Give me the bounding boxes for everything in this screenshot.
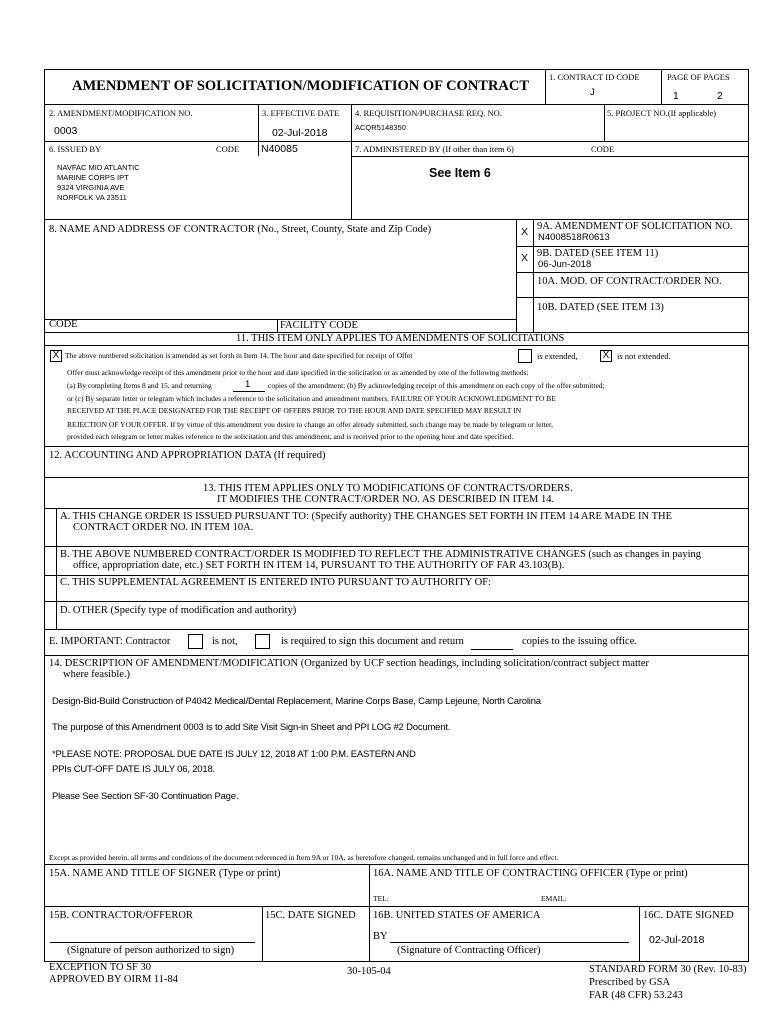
approved-text: APPROVED BY OIRM 11-84 — [49, 974, 179, 985]
item-9a-x: X — [521, 226, 529, 238]
page-number: 1 — [673, 90, 679, 102]
item-13d-text: D. OTHER (Specify type of modification and authority) — [60, 605, 297, 616]
requisition-label: 4. REQUISITION/PURCHASE REQ. NO. — [355, 108, 502, 118]
item-11-text: REJECTION OF YOUR OFFER. If by virtue of this amendment you desire to change an offer already submitted, such change may be made by telegram or letter, — [67, 420, 554, 429]
contract-id-value: J — [590, 87, 595, 98]
item-9a-value: N4008518R0613 — [538, 232, 610, 243]
officer-signature-line[interactable] — [390, 942, 629, 943]
item-11-title: 11. THIS ITEM ONLY APPLIES TO AMENDMENTS OF SOLICITATIONS — [236, 333, 565, 344]
not-extended-checkbox[interactable]: X — [600, 350, 612, 362]
item-13c-text: C. THIS SUPPLEMENTAL AGREEMENT IS ENTERED INTO PURSUANT TO AUTHORITY OF: — [60, 577, 491, 588]
extended-label: is extended, — [537, 351, 578, 361]
item-10b-label: 10B. DATED (SEE ITEM 13) — [537, 302, 664, 313]
issuer-address-line: 9324 VIRGINIA AVE — [57, 183, 125, 192]
effective-date-label: 3. EFFECTIVE DATE — [262, 108, 340, 118]
issued-by-label: 6. ISSUED BY — [49, 144, 102, 154]
copies-return-blank — [471, 649, 513, 650]
usa-label: 16B. UNITED STATES OF AMERICA — [373, 910, 541, 921]
form-number: 30-105-04 — [347, 966, 391, 977]
effective-date-value: 02-Jul-2018 — [272, 127, 328, 139]
see-item-6: See Item 6 — [429, 166, 491, 180]
item-14-label: 14. DESCRIPTION OF AMENDMENT/MODIFICATION (Organized by UCF section headings, including solicitation/contract subject matter — [49, 658, 649, 669]
item-13b-text: B. THE ABOVE NUMBERED CONTRACT/ORDER IS MODIFIED TO REFLECT THE ADMINISTRATIVE CHANGES (such as changes in paying — [60, 549, 701, 560]
administered-by-label: 7. ADMINISTERED BY (If other than item 6) — [355, 144, 514, 154]
item-11-text: or (c) By separate letter or telegram which includes a reference to the solicitation and amendment numbers. FAILURE OF YOUR ACKNOWLEDGMENT TO BE — [67, 394, 556, 403]
item-11-text: provided each telegram or letter makes reference to the solicitation and this amendment, and is received prior to the opening hour and date specified. — [67, 432, 514, 441]
issued-by-code-label: CODE — [216, 144, 240, 154]
description-paragraph: Design-Bid-Build Construction of P4042 Medical/Dental Replacement, Marine Corps Base, Camp Lejeune, North Carolina — [52, 696, 541, 707]
is-not-label: is not, — [212, 636, 238, 647]
contractor-signature-line[interactable] — [50, 942, 255, 943]
description-paragraph: PPIs CUT-OFF DATE IS JULY 06, 2018. — [52, 764, 215, 775]
item-9b-label: 9B. DATED (SEE ITEM 11) — [537, 248, 659, 259]
tel-label: TEL: — [373, 894, 389, 903]
item-11-text: copies of the amendment; (b) By acknowledging receipt of this amendment on each copy of the offer submitted; — [268, 381, 605, 390]
project-no-label: 5. PROJECT NO.(If applicable) — [607, 108, 717, 118]
item-10a-label: 10A. MOD. OF CONTRACT/ORDER NO. — [537, 276, 722, 287]
item-13-title: 13. THIS ITEM APPLIES ONLY TO MODIFICATIONS OF CONTRACTS/ORDERS. — [203, 483, 573, 494]
item-11-text: RECEIVED AT THE PLACE DESIGNATED FOR THE RECEIPT OF OFFERS PRIOR TO THE HOUR AND DATE SPECIFIED MAY RESULT IN — [67, 406, 522, 415]
date-signed-16c-label: 16C. DATE SIGNED — [643, 910, 734, 921]
item-9b-x: X — [521, 252, 529, 264]
form-title: AMENDMENT OF SOLICITATION/MODIFICATION OF CONTRACT — [72, 78, 530, 94]
by-label: BY — [373, 931, 388, 942]
item-13-subtitle: IT MODIFIES THE CONTRACT/ORDER NO. AS DESCRIBED IN ITEM 14. — [217, 494, 555, 505]
issued-by-code-value: N40085 — [261, 143, 298, 155]
contract-id-label: 1. CONTRACT ID CODE — [549, 72, 640, 82]
item-12-label: 12. ACCOUNTING AND APPROPRIATION DATA (If required) — [49, 450, 326, 461]
email-label: EMAIL: — [541, 894, 567, 903]
item-13a-text: A. THIS CHANGE ORDER IS ISSUED PURSUANT TO: (Specify authority) THE CHANGES SET FORTH IN ITEM 14 ARE MADE IN THE — [60, 511, 672, 522]
important-label: E. IMPORTANT: Contractor — [49, 636, 171, 647]
is-required-checkbox[interactable] — [255, 634, 270, 649]
date-signed-15c-label: 15C. DATE SIGNED — [265, 910, 356, 921]
standard-form-text: STANDARD FORM 30 (Rev. 10-83) — [589, 964, 747, 975]
administered-by-code-label: CODE — [591, 144, 615, 154]
signature-officer-caption: (Signature of Contracting Officer) — [397, 945, 541, 956]
extended-checkbox[interactable] — [518, 349, 532, 363]
item-9b-value: 06-Jun-2018 — [538, 259, 592, 270]
item-11-text: (a) By completing Items 8 and 15, and returning — [67, 381, 212, 390]
issuer-address-line: MARINE CORPS IPT — [57, 173, 129, 182]
facility-code-label: FACILITY CODE — [280, 320, 358, 331]
far-text: FAR (48 CFR) 53.243 — [589, 990, 683, 1001]
date-16c-value: 02-Jul-2018 — [649, 934, 705, 946]
copies-blank — [233, 391, 265, 392]
issuer-address-line: NORFOLK VA 23511 — [57, 193, 127, 202]
contractor-code-label: CODE — [49, 319, 78, 330]
copies-value: 1 — [245, 379, 251, 390]
contractor-offeror-label: 15B. CONTRACTOR/OFFEROR — [49, 910, 193, 921]
description-paragraph: Please See Section SF-30 Continuation Page. — [52, 791, 239, 802]
amendment-no-label: 2. AMENDMENT/MODIFICATION NO. — [49, 108, 193, 118]
not-extended-label: is not extended. — [617, 351, 671, 361]
amendment-no-value: 0003 — [54, 125, 78, 137]
item-11-text: Offer must acknowledge receipt of this amendment prior to the hour and date specified in the solicitation or as amended by one of the following methods: — [67, 368, 529, 377]
requisition-value: ACQR5148350 — [355, 123, 406, 132]
description-paragraph: The purpose of this Amendment 0003 is to add Site Visit Sign-in Sheet and PPI LOG #2 Document. — [52, 722, 451, 733]
amended-checkbox[interactable]: X — [50, 350, 62, 362]
item-14-label: where feasible.) — [63, 669, 131, 680]
terms-footer-text: Except as provided herein, all terms and conditions of the document referenced in Item 9A or 10A, as heretofore changed, remains unchanged and in full force and effect. — [49, 853, 559, 862]
signature-person-caption: (Signature of person authorized to sign) — [67, 945, 235, 956]
copies-label: copies to the issuing office. — [522, 636, 637, 647]
is-not-checkbox[interactable] — [188, 634, 203, 649]
item-13a-text: CONTRACT ORDER NO. IN ITEM 10A. — [73, 522, 254, 533]
amended-text: The above numbered solicitation is amended as set forth in Item 14. The hour and date specified for receipt of Offer — [65, 351, 413, 360]
page-of-pages-label: PAGE OF PAGES — [667, 72, 730, 82]
is-required-label: is required to sign this document and return — [281, 636, 464, 647]
pages-total: 2 — [717, 90, 723, 102]
description-paragraph: *PLEASE NOTE: PROPOSAL DUE DATE IS JULY 12, 2018 AT 1:00 P.M. EASTERN AND — [52, 749, 416, 760]
exception-text: EXCEPTION TO SF 30 — [49, 962, 152, 973]
contractor-label: 8. NAME AND ADDRESS OF CONTRACTOR (No., Street, County, State and Zip Code) — [49, 224, 432, 235]
item-13b-text: office, appropriation date, etc.) SET FORTH IN ITEM 14, PURSUANT TO THE AUTHORITY OF FAR 43.103(B). — [73, 560, 565, 571]
prescribed-text: Prescribed by GSA — [589, 977, 671, 988]
item-9a-label: 9A. AMENDMENT OF SOLICITATION NO. — [537, 221, 733, 232]
signer-name-label: 15A. NAME AND TITLE OF SIGNER (Type or print) — [49, 868, 281, 879]
contracting-officer-label: 16A. NAME AND TITLE OF CONTRACTING OFFICER (Type or print) — [373, 868, 688, 879]
issuer-address-line: NAVFAC MID ATLANTIC — [57, 163, 140, 172]
